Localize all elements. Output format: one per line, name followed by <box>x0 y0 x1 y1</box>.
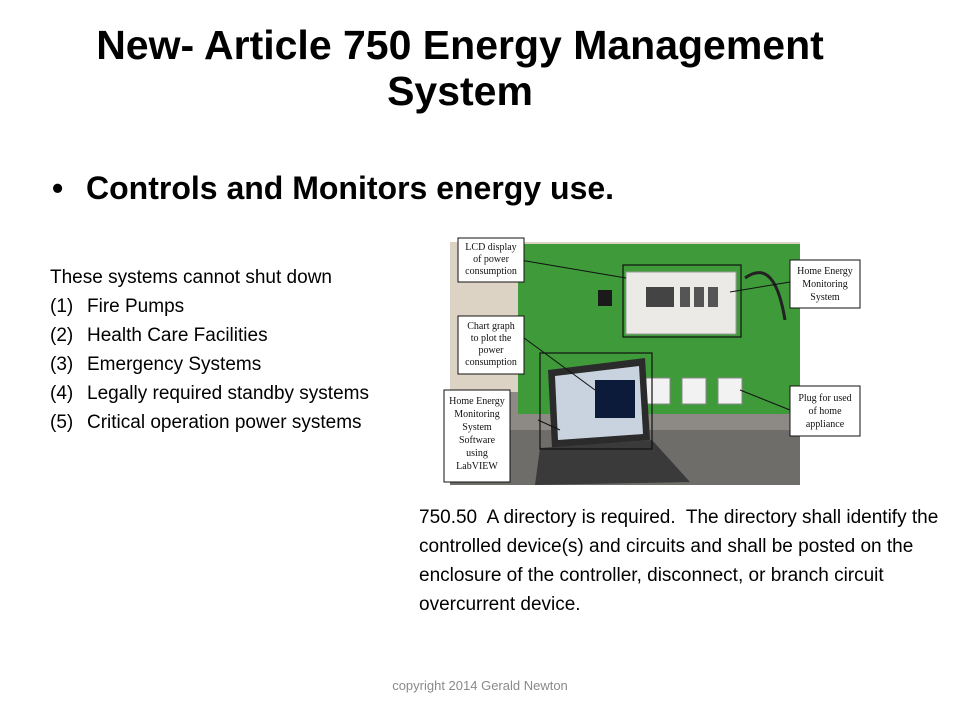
callout-software-line: Software <box>458 435 496 446</box>
list-item <box>50 379 370 408</box>
breaker-switch <box>680 287 690 307</box>
list-item <box>50 350 370 379</box>
callout-plug-line: appliance <box>805 419 845 430</box>
list-item-text: Legally required standby systems <box>87 383 369 404</box>
callout-software-line: LabVIEW <box>456 461 498 472</box>
black-switch <box>598 290 612 306</box>
list-item-text: Health Care Facilities <box>87 325 268 346</box>
callout-plug <box>790 386 860 436</box>
lcd-meter <box>646 287 674 307</box>
wall-socket <box>646 378 670 404</box>
callout-chart-line: to plot the <box>470 333 512 344</box>
callout-plug-line: of home <box>808 406 842 417</box>
copyright-footer: copyright 2014 Gerald Newton <box>392 678 568 693</box>
callout-plug-line: Plug for used <box>798 393 852 404</box>
laptop-chart-window <box>595 380 635 418</box>
list-item <box>50 321 370 350</box>
callout-lcd-line: LCD display <box>465 242 517 253</box>
wall-socket <box>682 378 706 404</box>
callout-software <box>444 390 510 482</box>
bullet-icon: • <box>52 170 64 206</box>
callout-lcd <box>458 238 524 282</box>
list-item <box>50 292 370 321</box>
callout-software-line: System <box>462 422 492 433</box>
exemption-intro: These systems cannot shut down <box>50 267 332 288</box>
directory-requirement-text: 750.50 A directory is required. The directory shall identify the controlled device(s) and circuits and shall be posted on the enclosure of the controller, disconnect, or branch circuit overcurrent device. <box>419 507 944 615</box>
callout-home-line: Home Energy <box>797 266 853 277</box>
list-item <box>50 408 370 437</box>
callout-lcd-line: consumption <box>465 266 517 277</box>
callout-home-line: Monitoring <box>802 279 848 290</box>
list-item-number: (3) <box>50 354 74 375</box>
callout-lcd-line: of power <box>473 254 509 265</box>
callout-software-line: using <box>466 448 488 459</box>
callout-chart <box>458 316 524 374</box>
list-item-number: (5) <box>50 412 74 433</box>
list-item-text: Emergency Systems <box>87 354 262 375</box>
callout-home <box>790 260 860 308</box>
main-bullet-text: Controls and Monitors energy use. <box>86 170 615 206</box>
callout-software-line: Monitoring <box>454 409 500 420</box>
list-item-text: Critical operation power systems <box>87 412 362 433</box>
callout-software-line: Home Energy <box>449 396 505 407</box>
list-item-text: Fire Pumps <box>87 296 185 317</box>
main-bullet <box>52 168 614 208</box>
list-item-number: (4) <box>50 383 74 404</box>
breaker-switch <box>694 287 704 307</box>
list-item-number: (2) <box>50 325 74 346</box>
callout-chart-line: power <box>478 345 504 356</box>
breaker-switch <box>708 287 718 307</box>
callout-home-line: System <box>810 292 840 303</box>
callout-chart-line: Chart graph <box>467 321 515 332</box>
exemption-list <box>50 292 370 437</box>
wall-socket <box>718 378 742 404</box>
energy-monitor-photo <box>440 230 870 490</box>
callout-chart-line: consumption <box>465 357 517 368</box>
list-item-number: (1) <box>50 296 74 317</box>
slide-title: New- Article 750 Energy Management System <box>96 22 824 114</box>
